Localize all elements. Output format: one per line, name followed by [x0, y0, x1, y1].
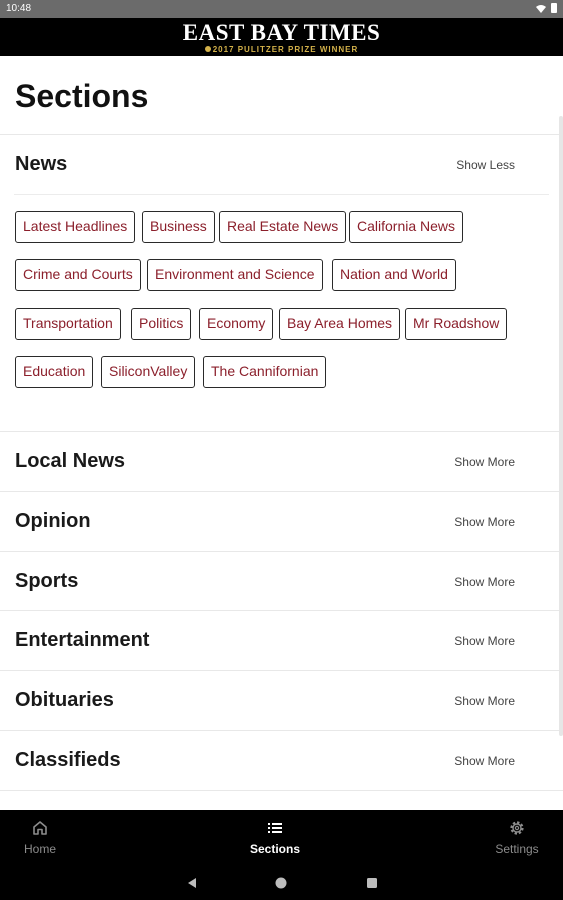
section-label: Local News	[15, 450, 126, 472]
show-more-toggle[interactable]: Show More	[454, 694, 515, 708]
section-row-opinion[interactable]	[0, 491, 563, 551]
nav-settings-label: Settings	[495, 842, 539, 856]
chip-latest-headlines[interactable]: Latest Headlines	[15, 211, 135, 243]
section-label: Opinion	[15, 510, 91, 532]
nav-sections[interactable]	[235, 810, 315, 866]
section-row-sports[interactable]	[0, 551, 563, 611]
status-time: 10:48	[6, 3, 32, 14]
chip-economy[interactable]: Economy	[199, 308, 273, 340]
pulitzer-medal-icon	[205, 46, 211, 52]
show-more-toggle[interactable]: Show More	[454, 754, 515, 768]
tagline-text: 2017 PULITZER PRIZE WINNER	[212, 45, 359, 54]
bottom-nav	[0, 810, 563, 866]
chip-environment-and-science[interactable]: Environment and Science	[147, 259, 323, 291]
chip-nation-and-world[interactable]: Nation and World	[332, 259, 456, 291]
section-row-local-news[interactable]	[0, 431, 563, 491]
chip-business[interactable]: Business	[142, 211, 215, 243]
section-label: News	[15, 153, 68, 175]
show-more-toggle[interactable]: Show More	[454, 515, 515, 529]
nav-sections-label: Sections	[249, 842, 300, 856]
section-row-divider	[0, 790, 563, 810]
status-icons	[536, 3, 557, 13]
nav-settings[interactable]	[477, 810, 557, 866]
chip-the-cannifornian[interactable]: The Cannifornian	[203, 356, 326, 388]
home-icon	[31, 819, 49, 837]
chip-education[interactable]: Education	[15, 356, 93, 388]
brand-logo: EAST BAY TIMES	[182, 20, 381, 45]
home-circle-icon[interactable]	[274, 876, 288, 890]
show-more-toggle[interactable]: Show More	[454, 455, 515, 469]
nav-home-label: Home	[23, 842, 56, 856]
pulitzer-tagline	[0, 45, 563, 54]
page-title: Sections	[15, 78, 149, 114]
chip-bay-area-homes[interactable]: Bay Area Homes	[279, 308, 400, 340]
section-row-news[interactable]	[0, 134, 563, 194]
list-icon	[266, 819, 284, 837]
battery-icon	[551, 3, 557, 13]
recents-icon[interactable]	[365, 876, 379, 890]
gear-icon	[508, 819, 526, 837]
chip-politics[interactable]: Politics	[131, 308, 191, 340]
section-label: Entertainment	[15, 629, 150, 651]
chip-real-estate-news[interactable]: Real Estate News	[219, 211, 346, 243]
system-nav-bar	[0, 866, 563, 900]
chip-transportation[interactable]: Transportation	[15, 308, 121, 340]
scrollbar[interactable]	[559, 116, 563, 736]
section-row-obituaries[interactable]	[0, 670, 563, 730]
show-more-toggle[interactable]: Show More	[454, 575, 515, 589]
chip-siliconvalley[interactable]: SiliconValley	[101, 356, 195, 388]
section-label: Obituaries	[15, 689, 114, 711]
section-row-entertainment[interactable]	[0, 610, 563, 670]
section-label: Classifieds	[15, 749, 121, 771]
chip-crime-and-courts[interactable]: Crime and Courts	[15, 259, 141, 291]
chip-mr-roadshow[interactable]: Mr Roadshow	[405, 308, 507, 340]
chip-california-news[interactable]: California News	[349, 211, 463, 243]
back-icon[interactable]	[185, 876, 199, 890]
section-label: Sports	[15, 570, 79, 592]
sections-list[interactable]	[0, 56, 563, 810]
section-row-classifieds[interactable]	[0, 730, 563, 790]
divider	[14, 194, 549, 195]
wifi-icon	[536, 4, 546, 13]
masthead	[0, 18, 563, 56]
status-bar	[0, 0, 563, 18]
nav-home[interactable]	[0, 810, 80, 866]
show-less-toggle[interactable]: Show Less	[456, 158, 515, 172]
show-more-toggle[interactable]: Show More	[454, 634, 515, 648]
